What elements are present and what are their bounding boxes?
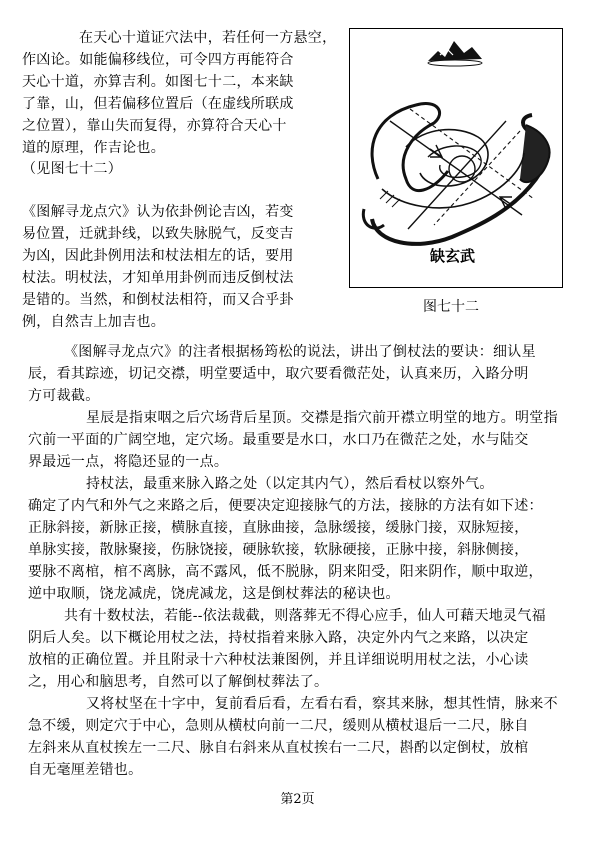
text-line: 道的原理，作吉论也。 [22, 140, 165, 156]
page-number: 第2页 [280, 792, 315, 807]
text-line: 正脉斜接，新脉正接，横脉直接，直脉曲接，急脉缓接，缓脉门接，双脉短接， [28, 520, 529, 536]
mountain-icon [428, 41, 482, 66]
text-line: 逆中取顺，饶龙减虎，饶虎减龙，这是倒杖葬法的秘诀也。 [28, 586, 400, 602]
figure-caption: 图七十二 [423, 299, 479, 315]
figure-label: 缺玄武 [430, 247, 476, 265]
text-line: 易位置，迁就卦线，以致失脉脱气，反变吉 [22, 226, 294, 242]
text-line: 阴后人矣。以下概论用杖之法，持杖指着来脉入路，决定外内气之来路，以决定 [28, 630, 529, 646]
text-line: 了靠，山，但若偏移位置后（在虚线所联成 [22, 96, 294, 112]
text-line: 星辰是指束咽之后穴场背后星顶。交襟是指穴前开襟立明堂的地方。明堂指 [86, 410, 558, 426]
text-line: 放棺的正确位置。并且附录十六种杖法兼图例，并且详细说明用杖之法，小心读 [28, 652, 529, 668]
text-line: 杖法。明杖法，才知单用卦例而违反倒杖法 [22, 270, 294, 286]
text-line: 《图解寻龙点穴》认为依卦例论吉凶，若变 [22, 204, 294, 220]
text-line: 确定了内气和外气之来路之后，便要决定迎接脉气的方法，接脉的方法有如下述： [28, 498, 543, 514]
text-line: 是错的。当然，和倒杖法相符，而又合乎卦 [22, 292, 294, 308]
text-line: 穴前一平面的广阔空地，定穴场。最重要是水口，水口乃在微茫之处，水与陆交 [28, 432, 529, 448]
terrain-contour [372, 115, 545, 244]
figure-72 [349, 28, 563, 288]
text-line: 急不缓，则定穴于中心，急则从横杖向前一二尺，缓则从横杖退后一二尺，脉自 [28, 718, 529, 734]
text-line: 之位置），靠山失而复得，亦算符合天心十 [22, 118, 287, 134]
text-line: 天心十道，亦算吉利。如图七十二，本来缺 [22, 74, 294, 90]
text-line: 要脉不离棺，棺不离脉，高不露风，低不脱脉，阴来阳受，阳来阴作，顺中取逆， [28, 564, 543, 580]
text-line: 共有十数杖法，若能--依法裁截，则落葬无不得心应手，仙人可藉天地灵气福 [64, 608, 546, 624]
text-line: 单脉实接，散脉聚接，伤脉饶接，硬脉软接，软脉硬接，正脉中接，斜脉侧接， [28, 542, 529, 558]
text-line: 在天心十道证穴法中，若任何一方悬空， [79, 30, 337, 46]
text-line: （见图七十二） [22, 161, 123, 177]
text-line: 持杖法，最重来脉入路之处（以定其内气），然后看杖以察外气。 [86, 476, 494, 492]
text-line: 界最远一点，将隐还显的一点。 [28, 454, 229, 470]
text-line: 为凶，因此卦例用法和杖法相左的话，要用 [22, 248, 294, 264]
text-line: 左斜来从直杖挨左一二尺、脉自右斜来从直杖挨右一二尺，斟酌以定倒杖，放棺 [28, 740, 529, 756]
cross-line [408, 121, 506, 229]
text-line: 辰，看其踪迹，切记交襟，明堂要适中，取穴要看微茫处，认真来历，入路分明 [28, 366, 529, 382]
text-line: 作凶论。如能偏移线位，可令四方再能符合 [22, 52, 294, 68]
text-line: 例，自然吉上加吉也。 [22, 314, 165, 330]
text-line: 《图解寻龙点穴》的注者根据杨筠松的说法，讲出了倒杖法的要诀：细认星 [64, 344, 536, 360]
offset-dashed-line [434, 131, 520, 225]
terrain-contour [406, 130, 488, 187]
text-line: 方可裁截。 [28, 388, 100, 404]
offset-dashed-line [410, 109, 534, 199]
text-line: 又将杖坚在十字中，复前看后看，左看右看，察其来脉，想其性情，脉来不 [86, 696, 558, 712]
geomancy-diagram [350, 29, 562, 287]
text-line: 自无毫厘差错也。 [28, 762, 143, 778]
text-line: 之，用心和脑思考，自然可以了解倒杖葬法了。 [28, 674, 329, 690]
